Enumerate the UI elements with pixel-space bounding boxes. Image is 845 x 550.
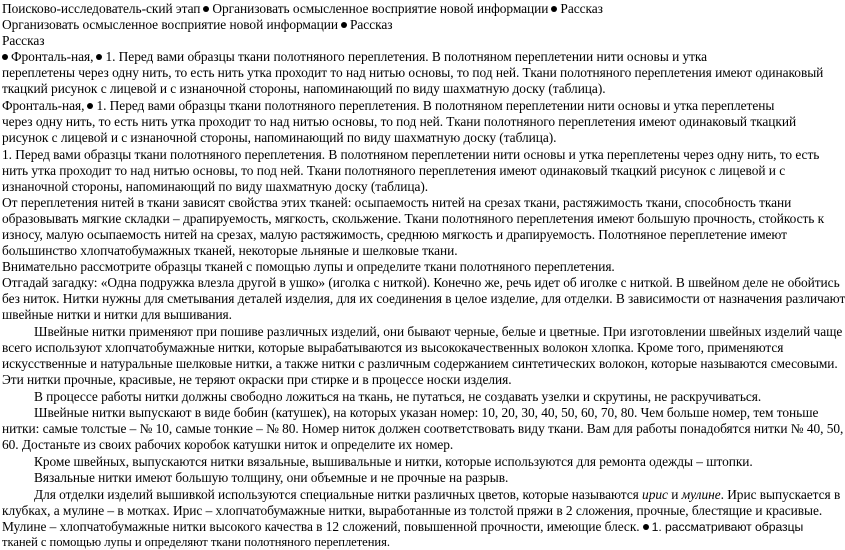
text-iris: ирис bbox=[642, 487, 668, 502]
text-method: Рассказ bbox=[2, 33, 45, 48]
text-paragraph: 1. Перед вами образцы ткани полотняного переплетения. В полотняном переплетении нити основы и утка bbox=[105, 49, 708, 64]
text-mouline: мулине bbox=[681, 487, 721, 502]
bullet-icon bbox=[643, 524, 649, 530]
text-form: Фронталь-ная, bbox=[11, 49, 94, 64]
text-line-13: От переплетения нитей в ткани зависят свойства этих тканей: осыпаемость нитей на срезах ткани, растяжимость ткани, способность ткани bbox=[2, 195, 792, 210]
text-line-34: тканей с помощью лупы и определяют ткани полотняного переплетения. bbox=[2, 535, 390, 549]
text-line-26: Швейные нитки выпускают в виде бобин (катушек), на которых указан номер: 10, 20, 30, 40, 50, 60, 70, 80. Чем больше номер, тем тоньше bbox=[34, 405, 819, 420]
text-line-33 bbox=[2, 519, 803, 535]
text-fragment: Мулине – хлопчатобумажные нитки высокого качества в 12 сложений, повышенной прочности, имеющие блеск. bbox=[2, 519, 640, 534]
text-line-16: большинство хлопчатобумажных тканей, некоторые льняные и шелковые ткани. bbox=[2, 243, 458, 258]
text-goal: Организовать осмысленное восприятие новой информации bbox=[212, 1, 549, 16]
text-fragment: . Ирис выпускается в bbox=[720, 487, 841, 502]
text-line-18: Отгадай загадку: «Одна подружка влезла другой в ушко» (иголка с ниткой). Конечно же, речь идет об иголке с ниткой. В швейном деле не обойтись bbox=[2, 275, 840, 290]
text-paragraph: 1. Перед вами образцы ткани полотняного переплетения. В полотняном переплетении нити основы и утка переплетены bbox=[96, 98, 775, 113]
text-line-17: Внимательно рассмотрите образцы тканей с помощью лупы и определите ткани полотняного переплетения. bbox=[2, 259, 615, 274]
text-line-3 bbox=[2, 33, 44, 49]
text-line-32: клубках, а мулине – в мотках. Ирис – хлопчатобумажные нитки, выработанные из толстой пряжи в 2 сложения, прочные, блестящие и красивые. bbox=[2, 503, 823, 518]
bullet-icon bbox=[341, 22, 347, 28]
text-line-8: через одну нить, то есть нить утка проходит то над нитью основы, то под ней. Ткани полотняного переплетения имеют одинаковый ткацкий bbox=[2, 114, 797, 129]
text-fragment: Для отделки изделий вышивкой используются специальные нитки различных цветов, которые называются bbox=[34, 487, 639, 502]
text-line-19: без ниток. Нитки нужны для сметывания деталей изделия, для их соединения в целое изделие, для отделки. В зависимости от назначения различают bbox=[2, 291, 845, 306]
text-form: Фронталь-ная, bbox=[2, 98, 85, 113]
text-line-5: переплетены через одну нить, то есть нить утка проходит то над нитью основы, то под ней. Ткани полотняного переплетения имеют одинаковый bbox=[2, 65, 824, 80]
text-line-1 bbox=[2, 1, 603, 17]
bullet-icon bbox=[96, 54, 102, 60]
text-line-6: ткацкий рисунок с лицевой и с изнаночной стороны, напоминающий по виду шахматную доску (таблица). bbox=[2, 81, 606, 96]
text-line-27: нитки: самые толстые – № 10, самые тонкие – № 80. Номер ниток должен соответствовать виду ткани. Вам для работы понадобятся нитки № 40, 50, bbox=[2, 421, 844, 436]
bullet-icon bbox=[87, 103, 93, 109]
text-line-30: Вязальные нитки имеют большую толщину, они объемные и не прочные на разрыв. bbox=[34, 470, 509, 485]
text-line-21: Швейные нитки применяют при пошиве различных изделий, они бывают черные, белые и цветные. При изготовлении швейных изделий чаще bbox=[34, 324, 843, 339]
text-method: Рассказ bbox=[350, 17, 393, 32]
text-line-7 bbox=[2, 98, 774, 114]
text-line-9: рисунок с лицевой и с изнаночной стороны, напоминающий по виду шахматную доску (таблица). bbox=[2, 130, 557, 145]
text-line-20: швейные нитки и нитки для вышивания. bbox=[2, 307, 232, 322]
text-stage-title: Поисково-исследователь-ский этап bbox=[2, 1, 201, 16]
text-line-29: Кроме швейных, выпускаются нитки вязальные, вышивальные и нитки, которые используются для ремонта одежды – штопки. bbox=[34, 454, 753, 469]
text-line-23: искусственные и натуральные шелковые нитки, а также нитки с различным содержанием синтетических волокон, которые называются смесовыми. bbox=[2, 356, 838, 371]
text-line-24: Эти нитки прочные, красивые, не теряют окраски при стирке и в процессе носки изделия. bbox=[2, 372, 512, 387]
text-line-22: всего используют хлопчатобумажные нитки, которые вырабатываются из высококачественных волокон хлопка. Кроме того, применяются bbox=[2, 340, 784, 355]
text-line-15: износу, малую осыпаемость нитей на срезах, малую растяжимость, среднюю мягкость и драпируемость. Полотняное переплетение имеют bbox=[2, 227, 787, 242]
text-method: Рассказ bbox=[560, 1, 603, 16]
text-and: и bbox=[671, 487, 679, 502]
text-line-31 bbox=[34, 487, 840, 503]
text-line-10: 1. Перед вами образцы ткани полотняного переплетения. В полотняном переплетении нити основы и утка переплетены через одну нить, то есть bbox=[2, 147, 820, 162]
text-line-11: нить утка проходит то над нитью основы, то под ней. Ткани полотняного переплетения имеют одинаковый ткацкий рисунок с лицевой и с bbox=[2, 163, 786, 178]
bullet-icon bbox=[203, 6, 209, 12]
text-line-28: 60. Достаньте из своих рабочих коробок катушки ниток и определите их номер. bbox=[2, 437, 454, 452]
text-goal: Организовать осмысленное восприятие новой информации bbox=[2, 17, 339, 32]
text-activity: 1. рассматривают образцы bbox=[651, 520, 804, 534]
text-line-12: изнаночной стороны, напоминающий по виду шахматную доску (таблица). bbox=[2, 179, 429, 194]
text-line-25: В процессе работы нитки должны свободно ложиться на ткань, не путаться, не создавать узелки и скрутины, не раскручиваться. bbox=[34, 389, 762, 404]
bullet-icon bbox=[2, 54, 8, 60]
bullet-icon bbox=[551, 6, 557, 12]
text-line-14: образовывать мягкие складки – драпируемость, мягкость, скольжение. Ткани полотняного переплетения имеют большую прочность, стойкость к bbox=[2, 211, 825, 226]
text-line-4 bbox=[2, 49, 707, 65]
text-line-2 bbox=[2, 17, 392, 33]
